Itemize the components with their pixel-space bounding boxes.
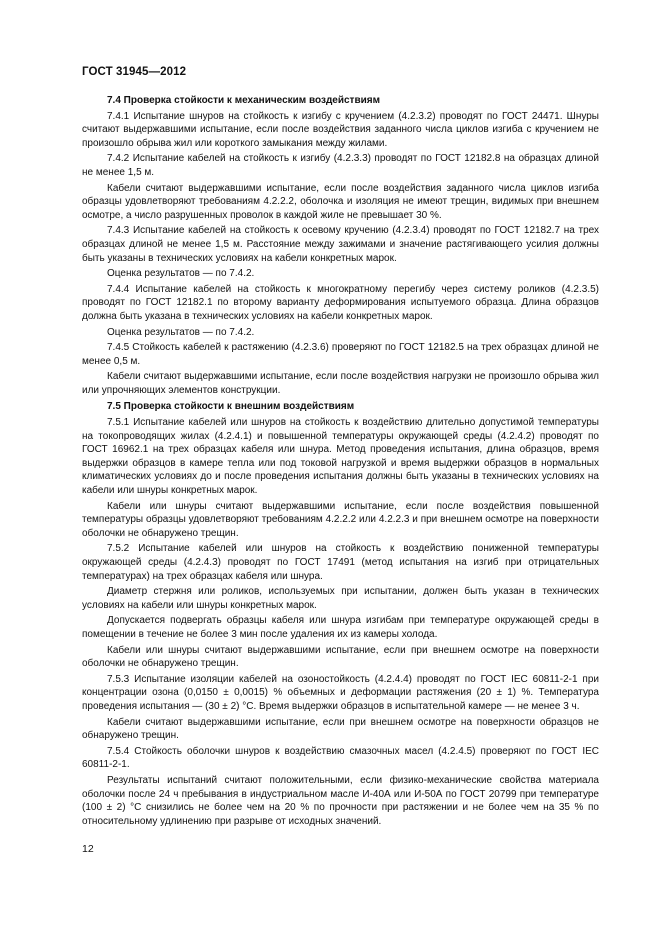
paragraph-7-5-2-criteria: Кабели или шнуры считают выдержавшими испытание, если при внешнем осмотре на поверхности оболочки не обнаружено трещин. — [82, 644, 599, 670]
paragraph-7-5-1-criteria: Кабели или шнуры считают выдержавшими испытание, если после воздействия повышенной температуры образцы удовлетворяют требованиям 4.2.2.2 или 4.2.2.3 и при внешнем осмотре на поверхности оболочки не обнаружено трещин. — [82, 500, 599, 539]
paragraph-7-5-4: 7.5.4 Стойкость оболочки шнуров к воздействию смазочных масел (4.2.4.5) проверяют по ГОСТ IEC 60811-2-1. — [82, 745, 599, 771]
paragraph-7-4-4-evaluation: Оценка результатов — по 7.4.2. — [107, 326, 255, 338]
section-heading-7-4: 7.4 Проверка стойкости к механическим воздействиям — [107, 95, 380, 106]
paragraph-7-5-3: 7.5.3 Испытание изоляции кабелей на озоностойкость (4.2.4.4) проводят по ГОСТ IEC 60811-2-1 при концентрации озона (0,0150 ± 0,0015) % объемных и деформации растяжения (20 ± 1) %. Температура проведения испытания — (30 ± 2) °С. Время выдержки образцов в испытательной камере — не менее 3 ч. — [82, 673, 599, 712]
paragraph-7-4-4: 7.4.4 Испытание кабелей на стойкость к многократному перегибу через систему роликов (4.2.3.5) проводят по ГОСТ 12182.1 по второму варианту деформирования испытуемого образца. Длина образцов должна быть указана в технических условиях на кабели конкретных марок. — [82, 283, 599, 322]
paragraph-7-5-4-results: Результаты испытаний считают положительными, если физико-механические свойства материала оболочки после 24 ч пребывания в индустриальном масле И-40А или И-50А по ГОСТ 20799 при температуре (100 ± 2) °С снизились не более чем на 20 % по прочности при растяжении и не более чем на 35 % по относительному удлинению при разрыве от исходных значений. — [82, 774, 599, 827]
paragraph-7-4-5-criteria: Кабели считают выдержавшими испытание, если после воздействия нагрузки не произошло обрыва жил или упрочняющих элементов конструкции. — [82, 371, 599, 396]
paragraph-7-4-2: 7.4.2 Испытание кабелей на стойкость к изгибу (4.2.3.3) проводят по ГОСТ 12182.8 на образцах длиной не менее 1,5 м. — [82, 153, 599, 178]
paragraph-7-5-3-criteria: Кабели считают выдержавшими испытание, если при внешнем осмотре на поверхности образцов не обнаружено трещин. — [82, 716, 599, 742]
paragraph-7-5-2-allowance: Допускается подвергать образцы кабеля или шнура изгибам при температуре окружающей среды в помещении в течение не более 3 мин после удаления их из камеры холода. — [82, 615, 599, 640]
paragraph-7-5-2: 7.5.2 Испытание кабелей или шнуров на стойкость к воздействию пониженной температуры окружающей среды (4.2.4.3) проводят по ГОСТ 17491 (метод испытания на изгиб при отрицательных температурах) на трех образцах кабеля или шнура. — [82, 543, 599, 582]
paragraph-7-4-1: 7.4.1 Испытание шнуров на стойкость к изгибу с кручением (4.2.3.2) проводят по ГОСТ 24471. Шнуры считают выдержавшими испытание, если после воздействия заданного числа циклов изгиба с кручением не произошло обрыва жил или короткого замыкания между жилами. — [82, 110, 599, 149]
standard-code-header: ГОСТ 31945—2012 — [82, 66, 187, 78]
paragraph-7-4-5: 7.4.5 Стойкость кабелей к растяжению (4.2.3.6) проверяют по ГОСТ 12182.5 на трех образцах длиной не менее 0,5 м. — [82, 342, 599, 367]
document-body — [82, 94, 599, 828]
paragraph-7-5-2-diameter: Диаметр стержня или роликов, используемых при испытании, должен быть указан в технических условиях на кабели или шнуры конкретных марок. — [82, 586, 599, 611]
paragraph-7-4-3: 7.4.3 Испытание кабелей на стойкость к осевому кручению (4.2.3.4) проводят по ГОСТ 12182.7 на трех образцах длиной не менее 1,5 м. Расстояние между зажимами и значение растягивающего усилия должны быть указаны в технических условиях на кабели конкретных марок. — [82, 225, 599, 264]
page-number: 12 — [82, 843, 94, 855]
paragraph-7-5-1: 7.5.1 Испытание кабелей или шнуров на стойкость к воздействию длительно допустимой температуры на токопроводящих жилах (4.2.4.1) и повышенной температуры окружающей среды (4.2.4.2) проводят по ГОСТ 16962.1 на трех образцах кабеля или шнура. Метод проведения испытания, длина образцов, время выдержки образцов в камере тепла или под токовой нагрузкой и время выдержки образцов в нормальных климатических условиях до и после проведения испытания должны быть указаны в технических условиях на кабели или шнуры конкретных марок. — [82, 417, 599, 497]
section-heading-7-5: 7.5 Проверка стойкости к внешним воздействиям — [107, 401, 355, 413]
paragraph-7-4-3-evaluation: Оценка результатов — по 7.4.2. — [107, 268, 255, 280]
paragraph-7-4-2-criteria: Кабели считают выдержавшими испытание, если после воздействия заданного числа циклов изгиба образцы удовлетворяют требованиям 4.2.2.2, оболочка и изоляция не имеют трещин, видимых при внешнем осмотре, а число разрушенных проволок в каждой жиле не превышает 30 %. — [82, 182, 599, 221]
